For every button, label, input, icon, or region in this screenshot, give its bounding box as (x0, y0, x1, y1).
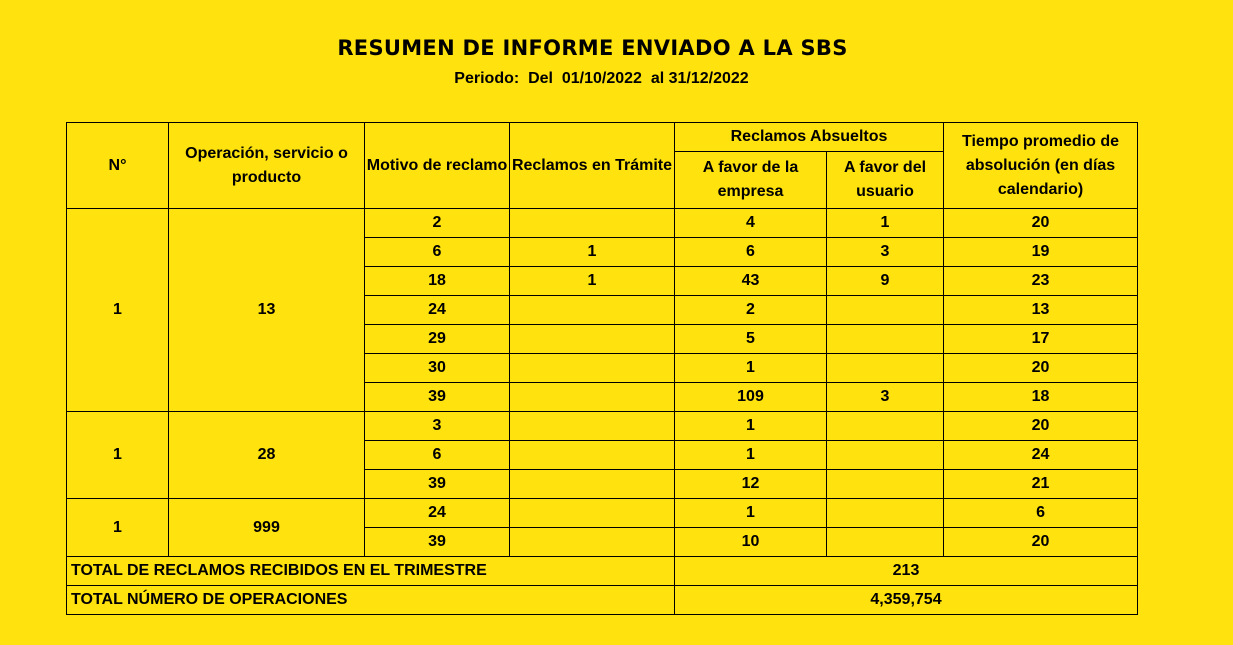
cell-favor-usuario (827, 528, 944, 557)
cell-favor-usuario: 1 (827, 209, 944, 238)
cell-n: 1 (67, 412, 169, 499)
header-tiempo: Tiempo promedio de absolución (en días calendario) (944, 123, 1138, 209)
cell-tiempo: 21 (944, 470, 1138, 499)
cell-operacion: 28 (169, 412, 365, 499)
cell-tiempo: 20 (944, 209, 1138, 238)
header-tramite: Reclamos en Trámite (510, 123, 675, 209)
cell-motivo: 39 (365, 528, 510, 557)
cell-favor-empresa: 1 (675, 499, 827, 528)
total-row (67, 557, 1138, 586)
cell-motivo: 3 (365, 412, 510, 441)
cell-favor-usuario (827, 412, 944, 441)
cell-tramite (510, 470, 675, 499)
cell-n: 1 (67, 209, 169, 412)
cell-favor-empresa: 1 (675, 412, 827, 441)
cell-motivo: 2 (365, 209, 510, 238)
cell-tramite (510, 441, 675, 470)
cell-favor-usuario (827, 296, 944, 325)
cell-tramite (510, 383, 675, 412)
cell-tiempo: 20 (944, 412, 1138, 441)
cell-tramite (510, 412, 675, 441)
cell-tiempo: 19 (944, 238, 1138, 267)
report-title: RESUMEN DE INFORME ENVIADO A LA SBS (337, 36, 848, 60)
cell-tramite (510, 499, 675, 528)
cell-favor-empresa: 1 (675, 354, 827, 383)
cell-favor-usuario (827, 441, 944, 470)
header-row (67, 123, 1138, 152)
cell-favor-empresa: 2 (675, 296, 827, 325)
cell-tramite: 1 (510, 267, 675, 296)
cell-favor-usuario (827, 325, 944, 354)
cell-favor-empresa: 5 (675, 325, 827, 354)
cell-motivo: 39 (365, 470, 510, 499)
cell-favor-empresa: 12 (675, 470, 827, 499)
cell-motivo: 24 (365, 499, 510, 528)
header-operacion: Operación, servicio o producto (169, 123, 365, 209)
cell-favor-usuario: 3 (827, 238, 944, 267)
cell-motivo: 6 (365, 441, 510, 470)
cell-favor-empresa: 6 (675, 238, 827, 267)
cell-tiempo: 17 (944, 325, 1138, 354)
total-row (67, 586, 1138, 615)
total-value: 4,359,754 (675, 586, 1138, 615)
cell-motivo: 6 (365, 238, 510, 267)
table-row (67, 499, 1138, 528)
cell-tramite (510, 296, 675, 325)
total-label: TOTAL NÚMERO DE OPERACIONES (67, 586, 675, 615)
cell-operacion: 999 (169, 499, 365, 557)
cell-n: 1 (67, 499, 169, 557)
header-favor-empresa: A favor de la empresa (675, 152, 827, 209)
cell-favor-empresa: 109 (675, 383, 827, 412)
cell-operacion: 13 (169, 209, 365, 412)
report-period: Periodo: Del 01/10/2022 al 31/12/2022 (454, 70, 749, 87)
cell-favor-usuario: 9 (827, 267, 944, 296)
cell-favor-empresa: 1 (675, 441, 827, 470)
cell-motivo: 30 (365, 354, 510, 383)
cell-tramite (510, 528, 675, 557)
cell-tramite: 1 (510, 238, 675, 267)
cell-motivo: 29 (365, 325, 510, 354)
cell-motivo: 24 (365, 296, 510, 325)
cell-favor-usuario (827, 354, 944, 383)
table-row (67, 412, 1138, 441)
header-n: N° (67, 123, 169, 209)
cell-favor-usuario: 3 (827, 383, 944, 412)
cell-tramite (510, 325, 675, 354)
cell-tiempo: 24 (944, 441, 1138, 470)
total-value: 213 (675, 557, 1138, 586)
cell-favor-empresa: 10 (675, 528, 827, 557)
cell-motivo: 18 (365, 267, 510, 296)
cell-favor-usuario (827, 470, 944, 499)
table-row (67, 209, 1138, 238)
cell-favor-usuario (827, 499, 944, 528)
cell-tramite (510, 209, 675, 238)
header-absueltos: Reclamos Absueltos (675, 123, 944, 152)
cell-tiempo: 18 (944, 383, 1138, 412)
cell-tramite (510, 354, 675, 383)
cell-favor-empresa: 4 (675, 209, 827, 238)
header-motivo: Motivo de reclamo (365, 123, 510, 209)
cell-tiempo: 20 (944, 528, 1138, 557)
cell-tiempo: 13 (944, 296, 1138, 325)
cell-motivo: 39 (365, 383, 510, 412)
cell-tiempo: 23 (944, 267, 1138, 296)
report-table (66, 122, 1138, 615)
header-favor-usuario: A favor del usuario (827, 152, 944, 209)
cell-tiempo: 20 (944, 354, 1138, 383)
cell-tiempo: 6 (944, 499, 1138, 528)
total-label: TOTAL DE RECLAMOS RECIBIDOS EN EL TRIMESTRE (67, 557, 675, 586)
cell-favor-empresa: 43 (675, 267, 827, 296)
